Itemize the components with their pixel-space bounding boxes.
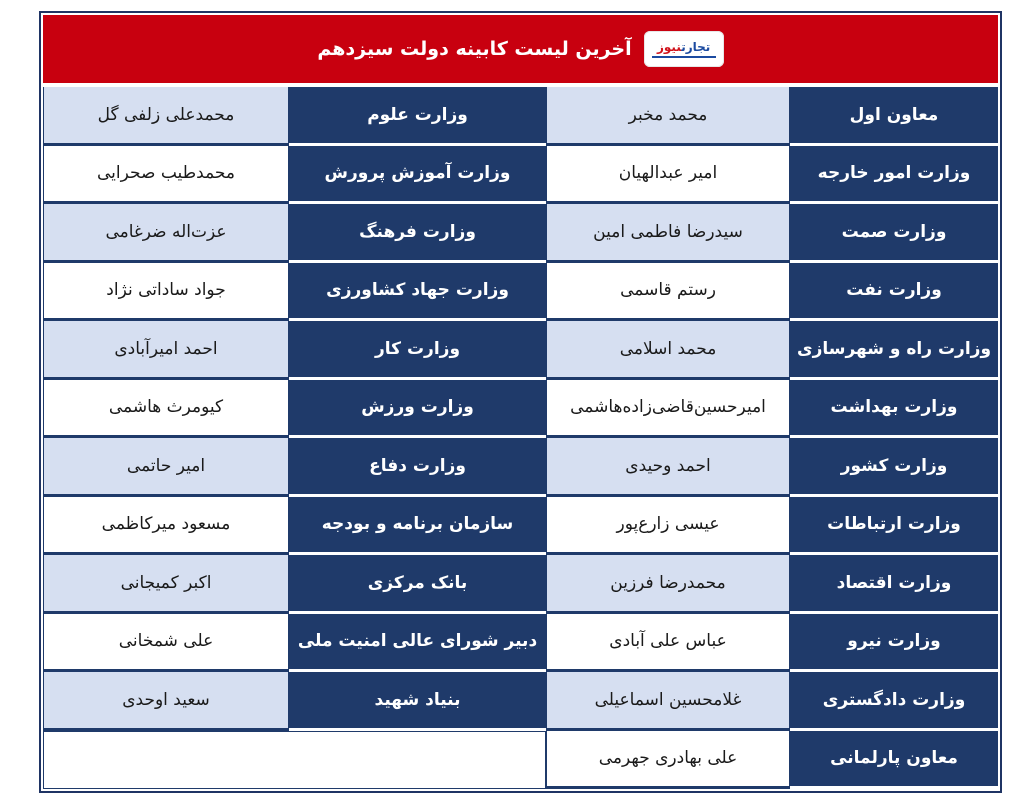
position-cell: وزارت جهاد کشاورزی [289,263,546,322]
position-cell: وزارت علوم [289,87,546,146]
position-cell: وزارت دفاع [289,438,546,497]
position-cell: وزارت نفت [790,263,998,322]
minister-name-cell: امیرحسین‌قاضی‌زاده‌هاشمی [546,380,790,439]
position-cell: وزارت راه و شهرسازی [790,321,998,380]
minister-name-cell: محمدعلی زلفی گل [43,87,289,146]
position-cell: وزارت اقتصاد [790,555,998,614]
minister-name-cell: جواد ساداتی نژاد [43,263,289,322]
tejarat-news-logo [644,31,724,67]
empty-cell [43,731,546,790]
minister-name-cell: مسعود میرکاظمی [43,497,289,556]
minister-name-cell: عباس علی آبادی [546,614,790,673]
minister-name-cell: غلامحسین اسماعیلی [546,672,790,731]
position-cell: سازمان برنامه و بودجه [289,497,546,556]
minister-name-cell: احمد امیرآبادی [43,321,289,380]
position-cell: وزارت بهداشت [790,380,998,439]
minister-name-cell: محمدرضا فرزین [546,555,790,614]
cabinet-table-frame [39,11,1002,793]
position-cell: معاون پارلمانی [790,731,998,790]
minister-name-cell: امیر عبدالهیان [546,146,790,205]
cabinet-grid [43,87,998,789]
position-cell: وزارت نیرو [790,614,998,673]
table-header [43,15,998,83]
minister-name-cell: احمد وحیدی [546,438,790,497]
minister-name-cell: سیدرضا فاطمی امین [546,204,790,263]
logo-text-tejarat: تجارت [681,40,711,54]
minister-name-cell: علی شمخانی [43,614,289,673]
position-cell: وزارت دادگستری [790,672,998,731]
minister-name-cell: اکبر کمیجانی [43,555,289,614]
position-cell: وزارت ورزش [289,380,546,439]
position-cell: معاون اول [790,87,998,146]
minister-name-cell: علی بهادری جهرمی [546,731,790,790]
position-cell: دبیر شورای عالی امنیت ملی [289,614,546,673]
logo-text-news: نیوز [657,40,682,54]
minister-name-cell: عیسی زارع‌پور [546,497,790,556]
position-cell: وزارت صمت [790,204,998,263]
minister-name-cell: رستم قاسمی [546,263,790,322]
position-cell: وزارت فرهنگ [289,204,546,263]
minister-name-cell: محمد مخبر [546,87,790,146]
minister-name-cell: محمدطیب صحرایی [43,146,289,205]
position-cell: وزارت کشور [790,438,998,497]
minister-name-cell: سعید اوحدی [43,672,289,731]
minister-name-cell: امیر حاتمی [43,438,289,497]
page-title: آخرین لیست کابینه دولت سیزدهم [317,38,632,60]
minister-name-cell: کیومرث هاشمی [43,380,289,439]
position-cell: وزارت امور خارجه [790,146,998,205]
logo-underline [652,56,716,58]
minister-name-cell: محمد اسلامی [546,321,790,380]
position-cell: بانک مرکزی [289,555,546,614]
position-cell: وزارت کار [289,321,546,380]
position-cell: وزارت ارتباطات [790,497,998,556]
position-cell: بنیاد شهید [289,672,546,731]
minister-name-cell: عزت‌اله ضرغامی [43,204,289,263]
position-cell: وزارت آموزش پرورش [289,146,546,205]
